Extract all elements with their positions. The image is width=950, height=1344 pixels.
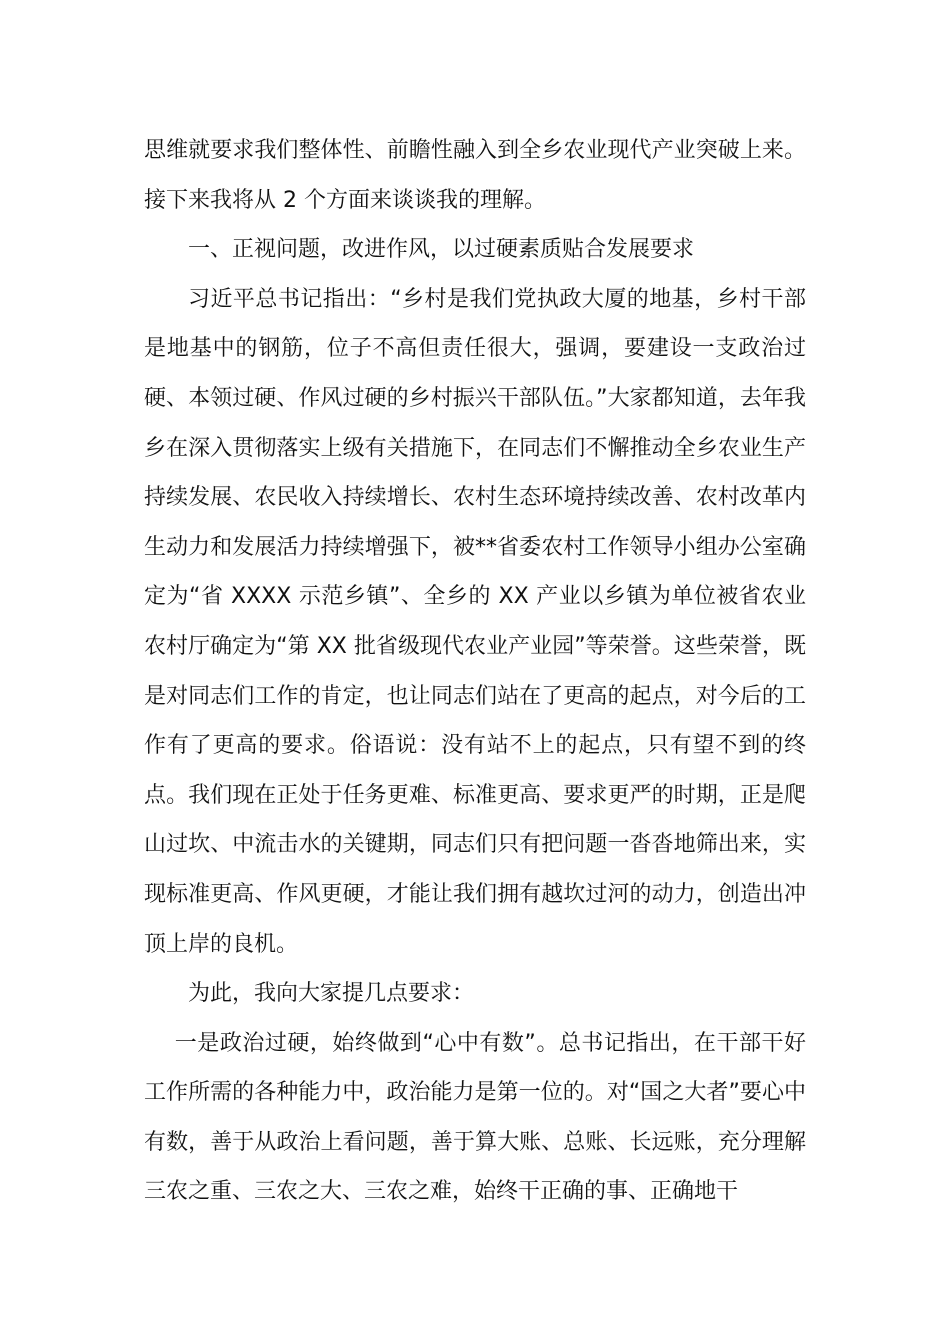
section-heading: 一、正视问题，改进作风，以过硬素质贴合发展要求	[188, 237, 695, 263]
paragraph-continuation: 思维就要求我们整体性、前瞻性融入到全乡农业现代产业突破上来。接下来我将从 2 个方面来谈谈我的理解。	[144, 138, 806, 213]
paragraph-quote: 习近平总书记指出：“乡村是我们党执政大厦的地基，乡村干部是地基中的钢筋，位子不高但责任很大，强调，要建设一支政治过硬、本领过硬、作风过硬的乡村振兴干部队伍。”大家都知道，去年我乡在深入贯彻落实上级有关措施下，在同志们不懈推动全乡农业生产持续发展、农民收入持续增长、农村生态环境持续改善、农村改革内生动力和发展活力持续增强下，被**省委农村工作领导小组办公室确定为“省 XXXX 示范乡镇”、全乡的 XX 产业以乡镇为单位被省农业农村厅确定为“第 XX 批省级现代农业产业园”等荣誉。这些荣誉，既是对同志们工作的肯定，也让同志们站在了更高的起点，对今后的工作有了更高的要求。俗语说：没有站不上的起点，只有望不到的终点。我们现在正处于任务更难、标准更高、要求更严的时期，正是爬山过坎、中流击水的关键期，同志们只有把问题一沓沓地筛出来，实现标准更高、作风更硬，才能让我们拥有越坎过河的动力，创造出冲顶上岸的良机。	[144, 286, 806, 957]
paragraph-requirement-one: 一是政治过硬，始终做到“心中有数”。总书记指出，在干部干好工作所需的各种能力中，政治能力是第一位的。对“国之大者”要心中有数，善于从政治上看问题，善于算大账、总账、长远账，充分理解三农之重、三农之大、三农之难，始终干正确的事、正确地干	[144, 1030, 806, 1205]
paragraph-requirements-intro: 为此，我向大家提几点要求：	[188, 981, 475, 1007]
document-body	[144, 126, 806, 1217]
